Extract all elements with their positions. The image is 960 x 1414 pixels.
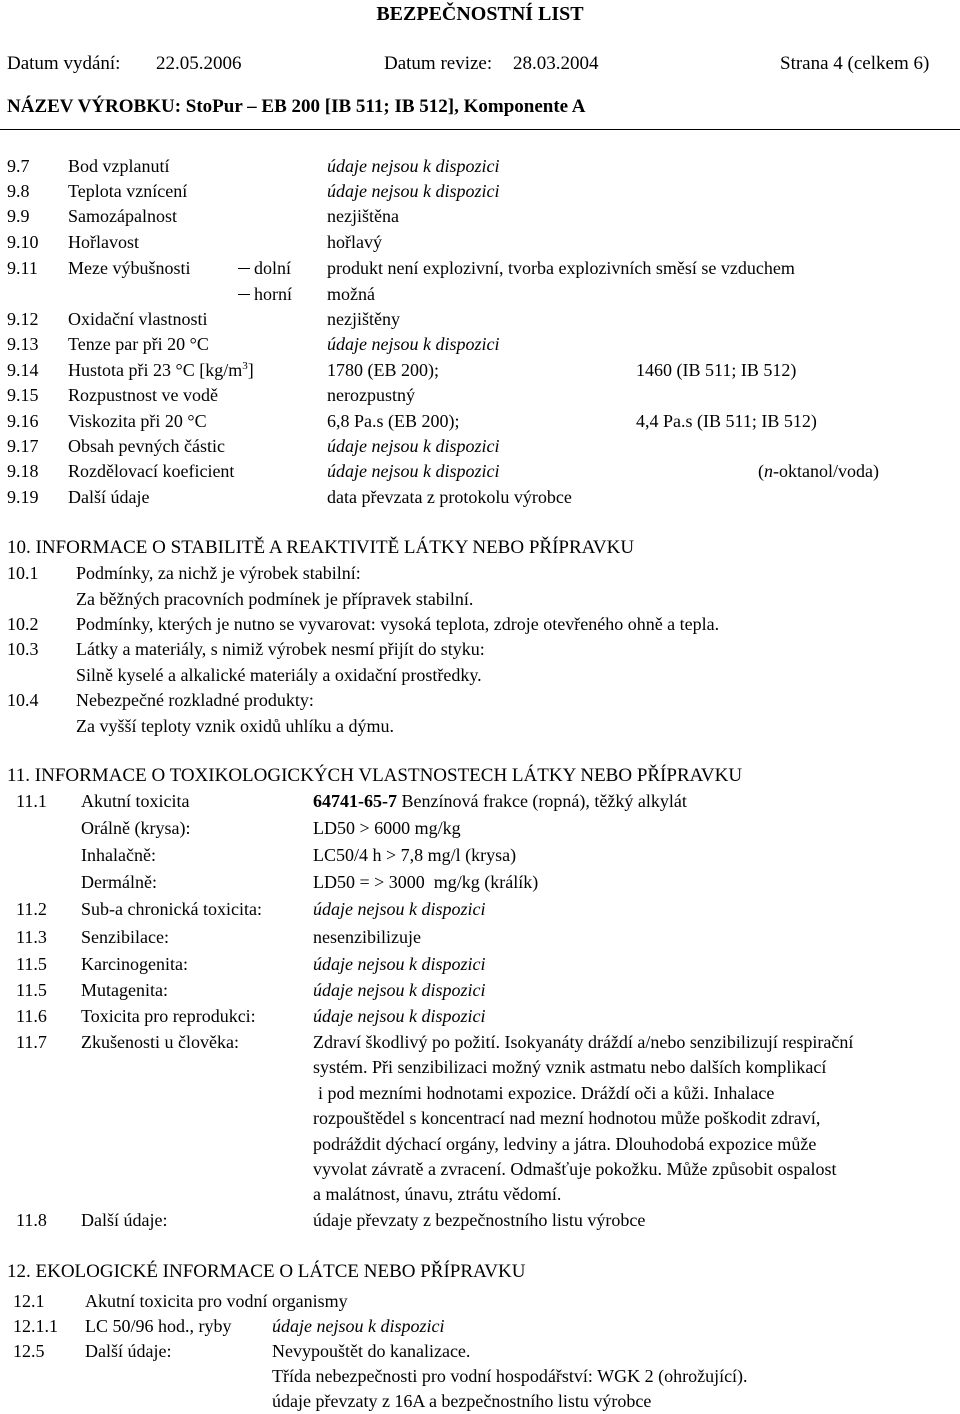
row-number: 12.5 [13, 1341, 45, 1361]
row-number: 9.8 [7, 181, 30, 201]
property-value: údaje nejsou k dispozici [313, 899, 486, 919]
property-value: údaje nejsou k dispozici [327, 436, 500, 456]
property-label: Další údaje: [85, 1341, 172, 1361]
item-text: Nebezpečné rozkladné produkty: [76, 690, 314, 710]
property-label: Mutagenita: [81, 980, 168, 1000]
item-text: Podmínky, kterých je nutno se vyvarovat: vysoká teplota, zdroje otevřeného ohně a tepla. [76, 614, 720, 634]
property-value: LD50 > 6000 mg/kg [313, 818, 461, 838]
paragraph-line: Nevypouštět do kanalizace. [272, 1341, 471, 1361]
property-label: Další údaje [68, 487, 150, 507]
property-sublabel: horní [254, 284, 292, 304]
property-value: produkt není explozivní, tvorba explozivních směsí se vzduchem [327, 258, 795, 278]
paragraph-line: podráždit dýchací orgány, ledviny a játra. Dlouhodobá expozice může [313, 1134, 817, 1154]
property-value: nezjištěna [327, 206, 399, 226]
row-number: 10.3 [7, 639, 39, 659]
item-detail: Za vyšší teploty vznik oxidů uhlíku a dýmu. [76, 716, 394, 736]
row-number: 11.6 [16, 1006, 47, 1026]
property-value: nerozpustný [327, 385, 415, 405]
header-divider [0, 129, 960, 130]
property-label: Meze výbušnosti [68, 258, 191, 278]
property-value: údaje nejsou k dispozici [272, 1316, 445, 1336]
row-number: 9.15 [7, 385, 39, 405]
property-label: Hustota při 23 °C $[kg/m^3]$ [68, 360, 254, 380]
property-label: Tenze par při 20 °C [68, 334, 209, 354]
property-value: údaje nejsou k dispozici [313, 954, 486, 974]
property-label: Zkušenosti u člověka: [81, 1032, 239, 1052]
row-number: 11.8 [16, 1210, 47, 1230]
property-label: Senzibilace: [81, 927, 169, 947]
item-text: Látky a materiály, s nimiž výrobek nesmí přijít do styku: [76, 639, 485, 659]
property-label: Samozápalnost [68, 206, 177, 226]
paragraph-line: údaje převzaty z 16A a bezpečnostního listu výrobce [272, 1391, 652, 1411]
row-number: 9.14 [7, 360, 39, 380]
row-number: 12.1 [13, 1291, 45, 1311]
property-value: údaje nejsou k dispozici [327, 461, 500, 481]
property-value: údaje nejsou k dispozici [327, 181, 500, 201]
item-detail: Za běžných pracovních podmínek je přípravek stabilní. [76, 589, 474, 609]
property-label: Další údaje: [81, 1210, 168, 1230]
section-heading: 11. INFORMACE O TOXIKOLOGICKÝCH VLASTNOSTECH LÁTKY NEBO PŘÍPRAVKU [7, 765, 743, 786]
property-note: (n-oktanol/voda) [758, 461, 879, 481]
item-detail: Silně kyselé a alkalické materiály a oxidační prostředky. [76, 665, 482, 685]
property-value: možná [327, 284, 375, 304]
row-number: 10.4 [7, 690, 39, 710]
item-text: Podmínky, za nichž je výrobek stabilní: [76, 563, 361, 583]
row-number: 11.5 [16, 954, 47, 974]
page-info: Strana 4 (celkem 6) [780, 53, 930, 74]
row-number: 10.2 [7, 614, 39, 634]
property-label: Obsah pevných částic [68, 436, 225, 456]
property-label: Rozdělovací koeficient [68, 461, 235, 481]
row-number: 10.1 [7, 563, 39, 583]
row-number: 9.13 [7, 334, 39, 354]
product-name: NÁZEV VÝROBKU: StoPur – EB 200 [IB 511; IB 512], Komponente A [7, 96, 586, 117]
paragraph-line: a malátnost, únavu, ztrátu vědomí. [313, 1184, 562, 1204]
property-label: Inhalačně: [81, 845, 156, 865]
row-number: 11.3 [16, 927, 47, 947]
property-value: 6,8 Pa.s (EB 200); [327, 411, 460, 431]
property-value: LD50 = > 3000 mg/kg (králík) [313, 872, 539, 892]
property-label: Oxidační vlastnosti [68, 309, 208, 329]
property-label: Akutní toxicita pro vodní organismy [85, 1291, 348, 1311]
row-number: 12.1.1 [13, 1316, 58, 1336]
row-number: 9.18 [7, 461, 39, 481]
paragraph-line: rozpouštědel s koncentrací nad mezní hodnotou může poškodit zdraví, [313, 1108, 821, 1128]
section-heading: 10. INFORMACE O STABILITĚ A REAKTIVITĚ LÁTKY NEBO PŘÍPRAVKU [7, 537, 635, 558]
row-number: 9.19 [7, 487, 39, 507]
row-number: 9.7 [7, 156, 30, 176]
property-sublabel: dolní [254, 258, 292, 278]
issue-date-label: Datum vydání: [7, 53, 121, 74]
property-label: Orálně (krysa): [81, 818, 191, 838]
section-heading: 12. EKOLOGICKÉ INFORMACE O LÁTCE NEBO PŘÍPRAVKU [7, 1261, 526, 1282]
property-value: údaje nejsou k dispozici [313, 980, 486, 1000]
row-number: 9.17 [7, 436, 39, 456]
paragraph-line: Třída nebezpečnosti pro vodní hospodářství: WGK 2 (ohrožující). [272, 1366, 748, 1386]
row-number: 11.1 [16, 791, 47, 811]
property-label: Sub-a chronická toxicita: [81, 899, 262, 919]
property-value-secondary: 4,4 Pa.s (IB 511; IB 512) [636, 411, 817, 431]
dash-mark [238, 268, 250, 269]
property-value: údaje nejsou k dispozici [327, 334, 500, 354]
document-title: BEZPEČNOSTNÍ LIST [376, 3, 584, 25]
property-value-secondary: 1460 (IB 511; IB 512) [636, 360, 797, 380]
paragraph-line: vyvolat závratě a zvracení. Odmašťuje pokožku. Může způsobit ospalost [313, 1159, 837, 1179]
cas-entry: 64741-65-7 Benzínová frakce (ropná), těžký alkylát [313, 791, 687, 811]
property-label: Bod vzplanutí [68, 156, 170, 176]
property-label: Akutní toxicita [81, 791, 190, 811]
paragraph-line: systém. Při senzibilizaci možný vznik astmatu nebo dalších komplikací [313, 1057, 827, 1077]
property-label: Karcinogenita: [81, 954, 188, 974]
property-value: LC50/4 h > 7,8 mg/l (krysa) [313, 845, 517, 865]
property-label: Viskozita při 20 °C [68, 411, 207, 431]
property-value: hořlavý [327, 232, 382, 252]
row-number: 11.7 [16, 1032, 47, 1052]
property-value: 1780 (EB 200); [327, 360, 439, 380]
property-value: nezjištěny [327, 309, 400, 329]
property-value: údaje převzaty z bezpečnostního listu výrobce [313, 1210, 646, 1230]
property-label: LC 50/96 hod., ryby [85, 1316, 232, 1336]
property-value: údaje nejsou k dispozici [327, 156, 500, 176]
property-value: data převzata z protokolu výrobce [327, 487, 572, 507]
property-label: Rozpustnost ve vodě [68, 385, 218, 405]
row-number: 9.11 [7, 258, 38, 278]
row-number: 9.16 [7, 411, 39, 431]
row-number: 9.10 [7, 232, 39, 252]
row-number: 11.5 [16, 980, 47, 1000]
paragraph-line: i pod mezními hodnotami expozice. Dráždí oči a kůži. Inhalace [318, 1083, 775, 1103]
row-number: 9.12 [7, 309, 39, 329]
property-value: nesenzibilizuje [313, 927, 421, 947]
row-number: 11.2 [16, 899, 47, 919]
revision-date-label: Datum revize: [384, 53, 493, 74]
revision-date: 28.03.2004 [513, 53, 599, 74]
property-label: Dermálně: [81, 872, 157, 892]
property-label: Toxicita pro reprodukci: [81, 1006, 256, 1026]
property-label: Hořlavost [68, 232, 139, 252]
issue-date: 22.05.2006 [156, 53, 242, 74]
paragraph-line: Zdraví škodlivý po požití. Isokyanáty dráždí a/nebo senzibilizují respirační [313, 1032, 854, 1052]
property-value: údaje nejsou k dispozici [313, 1006, 486, 1026]
dash-mark [238, 294, 250, 295]
property-label: Teplota vznícení [68, 181, 188, 201]
row-number: 9.9 [7, 206, 30, 226]
